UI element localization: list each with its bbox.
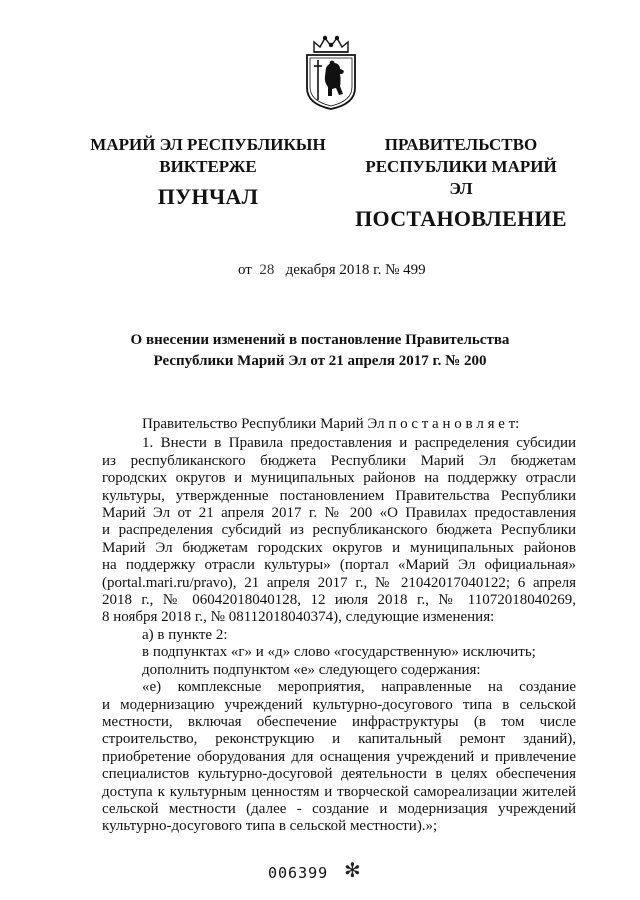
intro-paragraph: Правительство Республики Марий Эл п о с т а н о в л я е т:	[142, 416, 520, 432]
header-left-line1: МАРИЙ ЭЛ РЕСПУБЛИКЫН	[90, 135, 326, 154]
date-rest: декабря 2018 г. № 499	[285, 262, 426, 278]
title-line1: О внесении изменений в постановление Правительства	[130, 332, 510, 348]
header-left-line2: ВИКТЕРЖЕ	[159, 157, 257, 176]
body-line: сельской местности (далее - создание и модернизация учреждений	[102, 800, 576, 817]
document-title	[0, 330, 640, 372]
body-line: (portal.mari.ru/pravo), 21 апреля 2017 г., № 21042017040122; 6 апреля	[102, 574, 576, 591]
subclause-2: дополнить подпунктом «е» следующего содержания:	[142, 661, 481, 678]
body-line: Марий Эл от 21 апреля 2017 г. № 200 «О Правилах предоставления	[102, 505, 576, 522]
header-right-line1: ПРАВИТЕЛЬСТВО	[384, 135, 538, 154]
coat-of-arms-icon	[296, 34, 366, 110]
body-line: и распределения субсидий из республиканского бюджета Республики	[102, 522, 576, 539]
serial-number: 006399	[268, 864, 329, 882]
body-line: местности, включая обеспечение инфраструктуры (в том числе	[102, 713, 576, 730]
body-line: городских округов и муниципальных районов на поддержку отрасли	[102, 470, 576, 487]
body-line: доступа к культурным ценностям и творческой самореализации жителей	[102, 783, 576, 800]
snowflake-icon: ✻	[344, 860, 361, 882]
body-line: 2018 г., № 06042018040128, 12 июля 2018 г., № 11072018040269,	[102, 592, 576, 609]
header-right-doc-type: ПОСТАНОВЛЕНИЕ	[355, 206, 567, 231]
document-date	[238, 262, 426, 279]
body-line: на поддержку отрасли культуры» (портал «Марий Эл официальная»	[102, 557, 576, 574]
clause-a: а) в пункте 2:	[142, 626, 228, 643]
date-prefix: от	[238, 262, 252, 278]
document-body	[102, 416, 576, 836]
body-line: 1. Внести в Правила предоставления и распределения субсидии	[142, 435, 576, 452]
body-line: культуры, утвержденные постановлением Правительства Республики	[102, 487, 576, 504]
body-line: специалистов культурно-досуговой деятельности в целях обеспечения	[102, 766, 576, 783]
header-right	[352, 134, 570, 230]
body-line: 8 ноября 2018 г., № 08112018040374), следующие изменения:	[102, 609, 495, 626]
body-line: из республиканского бюджета Республики Марий Эл бюджетам	[102, 452, 576, 469]
body-line: строительство, реконструкцию и капитальный ремонт зданий),	[102, 731, 576, 748]
title-line2: Республики Марий Эл от 21 апреля 2017 г. № 200	[153, 353, 487, 369]
body-line: Марий Эл бюджетам городских округов и муниципальных районов	[102, 539, 576, 556]
header-left-doc-type: ПУНЧАЛ	[157, 184, 259, 209]
header-right-line2: РЕСПУБЛИКИ МАРИЙ ЭЛ	[365, 157, 557, 198]
date-day: 28	[259, 262, 275, 278]
body-line: «е) комплексные мероприятия, направленные на создание	[142, 679, 576, 696]
body-line: приобретение оборудования для оснащения учреждений и привлечение	[102, 748, 576, 765]
body-line: культурно-досугового типа в сельской местности).»;	[102, 818, 438, 835]
body-line: и модернизацию учреждений культурно-досугового типа в сельской	[102, 696, 576, 713]
subclause-1: в подпунктах «г» и «д» слово «государственную» исключить;	[142, 644, 536, 661]
header-left	[88, 134, 328, 208]
